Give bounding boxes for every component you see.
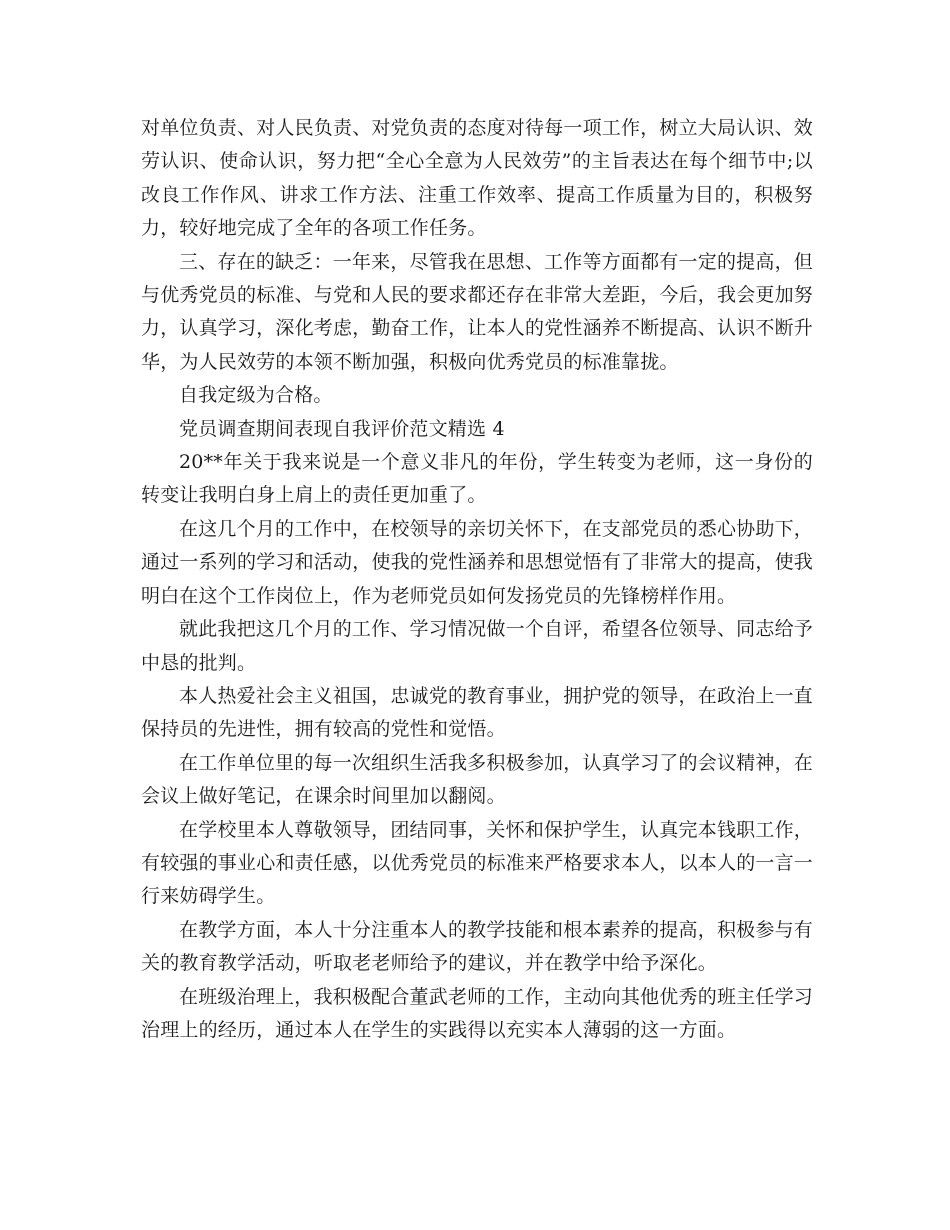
paragraph-work-months: 在这几个月的工作中，在校领导的亲切关怀下，在支部党员的悉心协助下，通过一系列的学习和活动，使我的党性涵养和思想觉悟有了非常大的提高，使我明白在这个工作岗位上，作为老师党员如何发扬党员的先锋榜样作用。 [141, 517, 814, 607]
paragraph-continued: 对单位负责、对人民负责、对党负责的态度对待每一项工作，树立大局认识、效劳认识、使命认识，努力把“全心全意为人民效劳”的主旨表达在每个细节中;以改良工作作风、讲求工作方法、注重工作效率、提高工作质量为目的，积极努力，较好地完成了全年的各项工作任务。 [141, 117, 814, 240]
paragraph-year-intro: 20**年关于我来说是一个意义非凡的年份，学生转变为老师，这一身份的转变让我明白身上肩上的责任更加重了。 [141, 451, 813, 507]
section-heading: 党员调查期间表现自我评价范文精选 4 [179, 417, 505, 440]
paragraph-shortcomings: 三、存在的缺乏：一年来，尽管我在思想、工作等方面都有一定的提高，但与优秀党员的标准、与党和人民的要求都还存在非常大差距，今后，我会更加努力，认真学习，深化考虑，勤奋工作，让本人的党性涵养不断提高、认识不断升华，为人民效劳的本领不断加强，积极向优秀党员的标准靠拢。 [141, 250, 814, 373]
paragraph-organization-life: 在工作单位里的每一次组织生活我多积极参加，认真学习了的会议精神，在会议上做好笔记，在课余时间里加以翻阅。 [141, 751, 813, 808]
paragraph-teaching: 在教学方面，本人十分注重本人的教学技能和根本素养的提高，积极参与有关的教育教学活动，听取老老师给予的建议，并在教学中给予深化。 [141, 918, 813, 975]
paragraph-school-conduct: 在学校里本人尊敬领导，团结同事，关怀和保护学生，认真完本钱职工作，有较强的事业心和责任感，以优秀党员的标准来严格要求本人，以本人的一言一行来妨碍学生。 [141, 818, 814, 908]
paragraph-self-rating: 自我定级为合格。 [179, 384, 333, 407]
document-body [141, 112, 813, 1047]
paragraph-political: 本人热爱社会主义祖国，忠诚党的教育事业，拥护党的领导，在政治上一直保持员的先进性，拥有较高的党性和觉悟。 [141, 684, 813, 741]
paragraph-self-review: 就此我把这几个月的工作、学习情况做一个自评，希望各位领导、同志给予中恳的批判。 [141, 618, 813, 674]
paragraph-class-management: 在班级治理上，我积极配合董武老师的工作，主动向其他优秀的班主任学习治理上的经历，通过本人在学生的实践得以充实本人薄弱的这一方面。 [141, 985, 813, 1041]
